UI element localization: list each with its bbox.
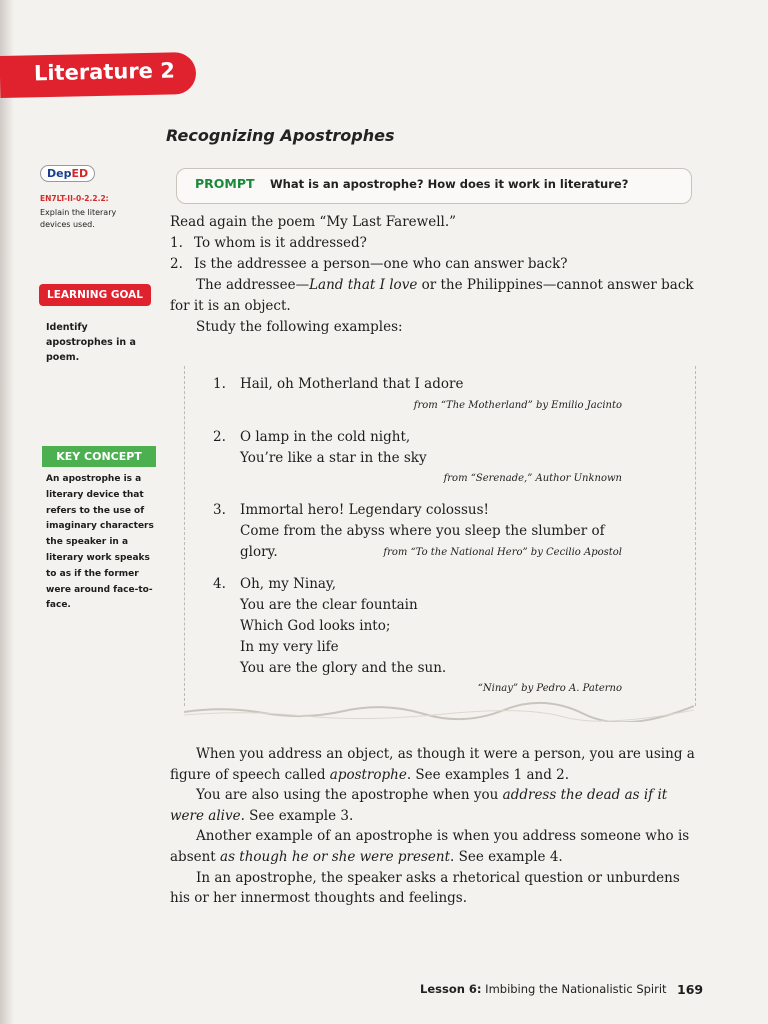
lesson-title: Recognizing Apostrophes [166, 126, 395, 145]
example-item: 4. Oh, my Ninay, You are the clear fountain Which God looks into; In my very life You are the glory and the sun. [213, 576, 447, 676]
learning-goal-badge [39, 284, 151, 306]
example-source: from “To the National Hero” by Cecilio Apostol [383, 547, 622, 558]
example-source: “Ninay” by Pedro A. Paterno [477, 683, 622, 694]
key-concept-label: KEY CONCEPT [56, 450, 142, 463]
addressee-paragraph: The addressee—Land that I love or the Philippines—cannot answer back for it is an object. [170, 277, 694, 314]
intro-section [170, 212, 700, 338]
example-source: from “The Motherland” by Emilio Jacinto [413, 400, 622, 411]
prompt-box [176, 168, 692, 204]
key-concept-badge [42, 446, 156, 467]
question-item: 1. To whom is it addressed? [170, 235, 367, 251]
question-item: 2. Is the addressee a person—one who can answer back? [170, 256, 568, 272]
prompt-label: PROMPT [195, 176, 255, 191]
page-number: 169 [677, 982, 704, 997]
example-source: from “Serenade,” Author Unknown [443, 473, 622, 484]
deped-logo: DepED [40, 165, 95, 182]
section-label: Literature 2 [33, 58, 176, 86]
prompt-question: What is an apostrophe? How does it work in literature? [270, 177, 629, 191]
example-item: 3. Immortal hero! Legendary colossus! Come from the abyss where you sleep the slumber of glory. [213, 502, 605, 560]
intro-line: Read again the poem “My Last Farewell.” [170, 214, 457, 230]
learning-goal-label: LEARNING GOAL [47, 289, 143, 301]
closing-paragraph: In an apostrophe, the speaker asks a rhetorical question or unburdens his or her innermost thoughts and feelings. [170, 869, 680, 907]
closing-paragraph: You are also using the apostrophe when you address the dead as if it were alive. See example 3. [170, 787, 668, 824]
page-binding-shadow [0, 0, 14, 1024]
study-line: Study the following examples: [196, 319, 403, 335]
closing-paragraph: Another example of an apostrophe is when you address someone who is absent as though he or she were present. See example 4. [170, 828, 690, 865]
torn-edge-decoration [184, 700, 694, 722]
closing-paragraph: When you address an object, as though it were a person, you are using a figure of speech called apostrophe. See examples 1 and 2. [170, 746, 695, 783]
competency-text: Explain the literary devices used. [40, 208, 117, 229]
closing-section [170, 744, 700, 909]
example-item: 1. Hail, oh Motherland that I adore [213, 376, 464, 392]
example-item: 2. O lamp in the cold night, You’re like a star in the sky [213, 429, 427, 466]
section-banner [0, 52, 196, 98]
competency-code: EN7LT-II-0-2.2.2: [40, 194, 109, 203]
learning-goal-text: Identify apostrophes in a poem. [46, 322, 136, 363]
key-concept-text: An apostrophe is a literary device that refers to the use of imaginary characters the speaker in a literary work speaks to as if the former were around face-to-face. [46, 474, 154, 611]
footer-lesson: Lesson 6: Imbibing the Nationalistic Spirit [420, 982, 667, 996]
